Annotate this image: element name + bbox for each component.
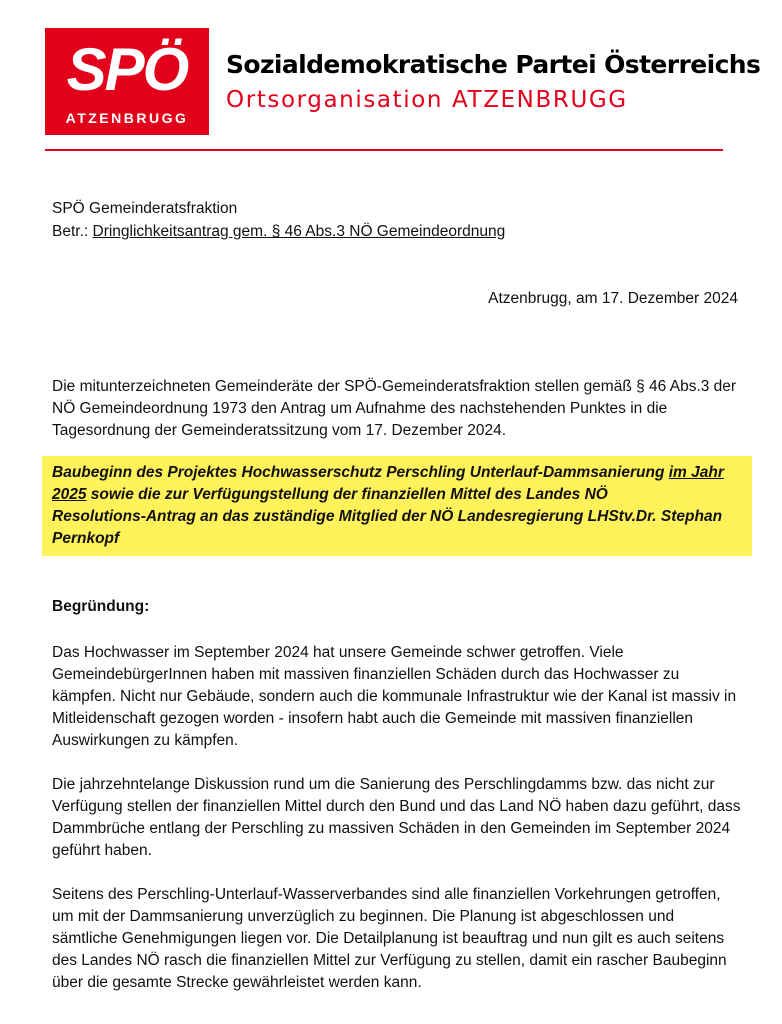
subject-prefix: Betr.:: [52, 223, 93, 240]
subject-line: [52, 221, 505, 243]
header-divider: [45, 149, 723, 151]
logo-text: SPÖ: [66, 36, 188, 103]
intro-paragraph: Die mitunterzeichneten Gemeinderäte der SPÖ-Gemeinderatsfraktion stellen gemäß § 46 Abs.3 der NÖ Gemeindeordnung 1973 den Antrag um Aufnahme des nachstehenden Punktes in die Tagesordnung der Gemeinderatssitzung vom 17. Dezember 2024.: [52, 378, 737, 439]
resolution-line: Resolutions-Antrag an das zuständige Mitglied der NÖ Landesregierung LHStv.Dr. Stephan Pernkopf: [52, 508, 723, 547]
reasoning-heading: Begründung:: [52, 598, 150, 615]
spoe-logo: [45, 28, 209, 135]
logo-subtext: ATZENBRUGG: [65, 110, 189, 126]
motion-highlight-box: [42, 456, 752, 556]
subject-text: Dringlichkeitsantrag gem. § 46 Abs.3 NÖ Gemeindeordnung: [92, 223, 506, 240]
organisation-subtitle: Ortsorganisation ATZENBRUGG: [226, 87, 628, 113]
sender-line: SPÖ Gemeinderatsfraktion: [52, 200, 238, 217]
body-paragraph: Seitens des Perschling-Unterlauf-Wasserverbandes sind alle finanziellen Vorkehrungen getroffen, um mit der Dammsanierung unverzüglich zu beginnen. Die Planung ist abgeschlossen und sämtliche Genehmigungen liegen vor. Die Detailplanung ist beauftrag und nun gilt es auch seitens des Landes NÖ rasch die finanziellen Mittel zur Verfügung zu stellen, damit ein rascher Baubeginn über die gesamte Strecke gewährleistet werden kann.: [52, 886, 727, 991]
party-title: Sozialdemokratische Partei Österreichs: [226, 50, 761, 79]
date-line: Atzenbrugg, am 17. Dezember 2024: [488, 290, 738, 307]
body-paragraph: Das Hochwasser im September 2024 hat unsere Gemeinde schwer getroffen. Viele GemeindebürgerInnen haben mit massiven finanziellen Schäden durch das Hochwasser zu kämpfen. Nicht nur Gebäude, sondern auch die kommunale Infrastruktur wie der Kanal ist massiv in Mitleidenschaft gezogen worden - insofern habt auch die Gemeinde mit massiven finanziellen Auswirkungen zu kämpfen.: [52, 644, 737, 749]
motion-title-part3: sowie die zur Verfügungstellung der finanziellen Mittel des Landes NÖ: [86, 486, 608, 503]
motion-title: [52, 462, 742, 506]
motion-year: im Jahr 2025: [52, 464, 724, 503]
motion-title-part1: Baubeginn des Projektes Hochwasserschutz Perschling Unterlauf-Dammsanierung: [52, 464, 669, 481]
body-paragraph: Die jahrzehntelange Diskussion rund um die Sanierung des Perschlingdamms bzw. das nicht zur Verfügung stellen der finanziellen Mittel durch den Bund und das Land NÖ haben dazu geführt, dass Dammbrüche entlang der Perschling zu massiven Schäden in den Gemeinden im September 2024 geführt haben.: [52, 776, 741, 859]
